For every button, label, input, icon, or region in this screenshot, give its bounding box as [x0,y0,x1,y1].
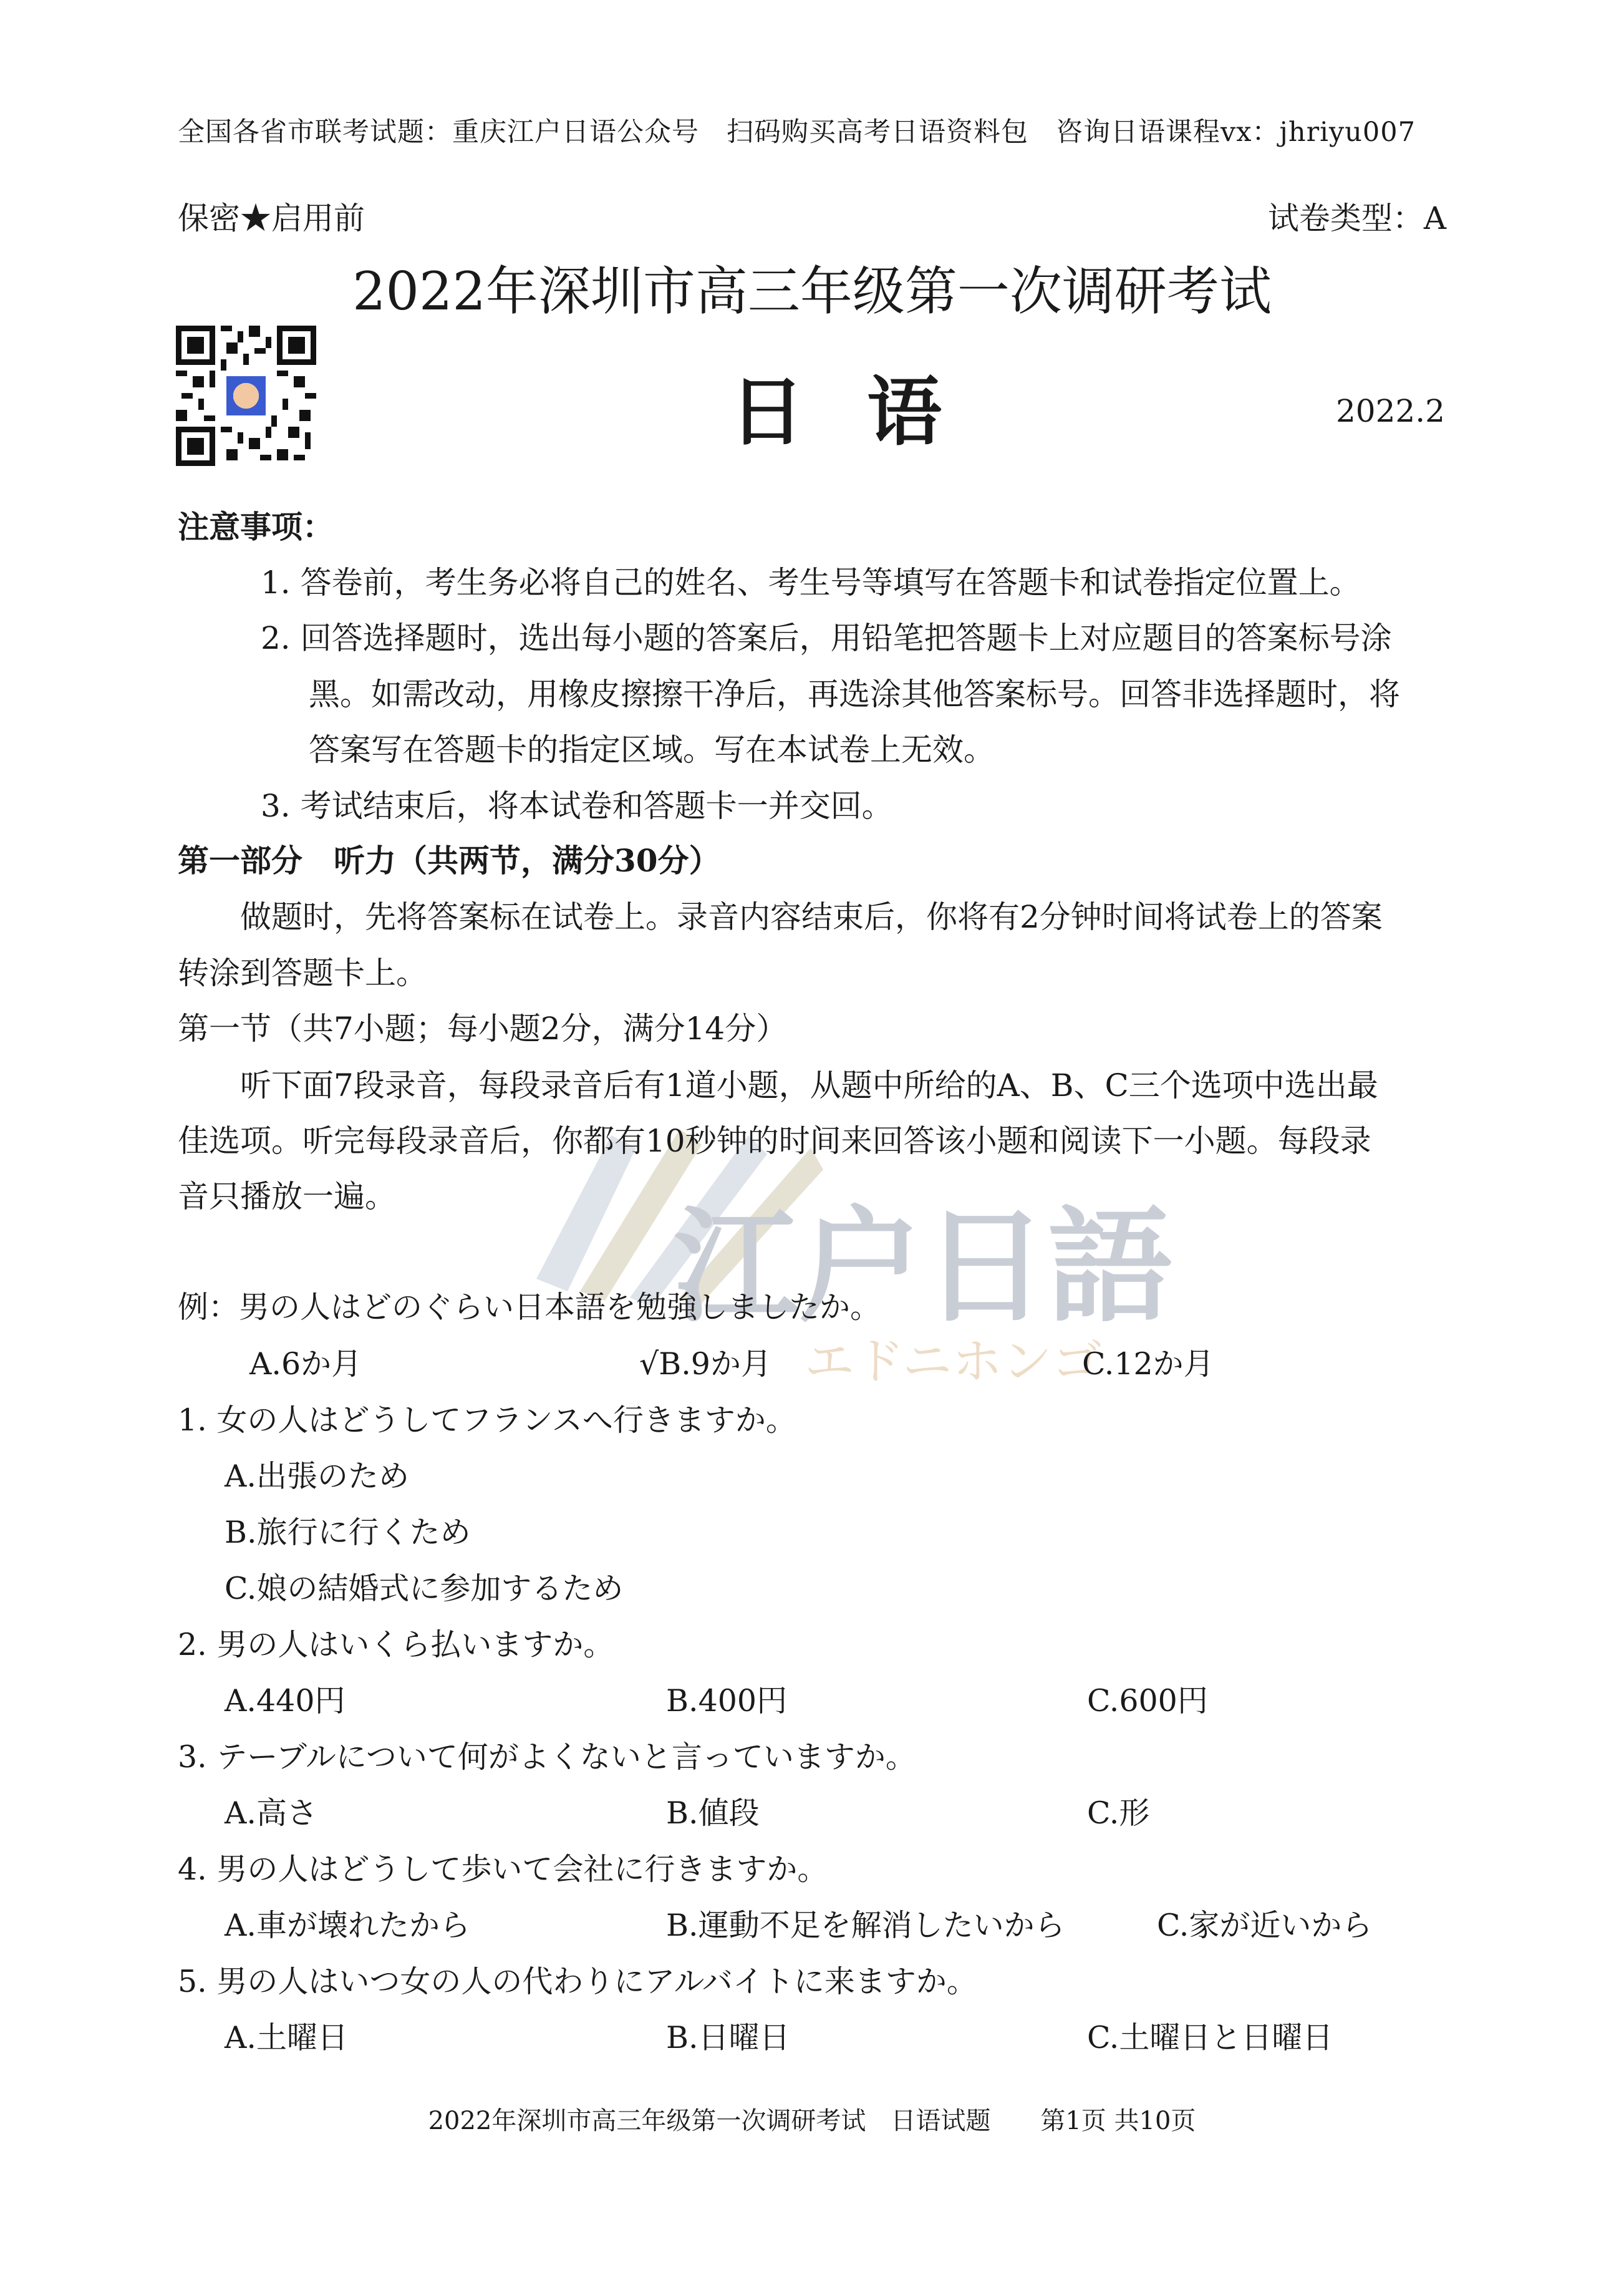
note-2: 2. 回答选择题时，选出每小题的答案后，用铅笔把答题卡上对应题目的答案标号涂 [261,620,1392,656]
exam-date: 2022.2 [1336,393,1445,429]
question-1: 1. 女の人はどうしてフランスへ行きますか。 [178,1402,796,1438]
top-notice: 全国各省市联考试题：重庆江户日语公众号 扫码购买高考日语资料包 咨询日语课程vx：jhriyu007 [178,117,1416,148]
part1-intro-2: 转涂到答题卡上。 [178,955,427,991]
question-2-option-c: C.600円 [1087,1683,1208,1719]
question-4-option-a: A.車が壊れたから [225,1908,470,1943]
watermark-kana-text: エドニホンゴ [805,1332,1102,1390]
example-question: 例：男の人はどのぐらい日本語を勉強しましたか。 [178,1289,881,1325]
note-2-cont-2: 答案写在答题卡的指定区域。写在本试卷上无效。 [309,732,995,768]
question-3-option-a: A.高さ [225,1795,317,1831]
part1-heading: 第一部分 听力（共两节，满分30分） [178,842,720,879]
section1-heading: 第一节（共7小题；每小题2分，满分14分） [178,1011,788,1047]
question-4: 4. 男の人はどうして歩いて会社に行きますか。 [178,1851,828,1887]
section1-intro-3: 音只播放一遍。 [178,1178,396,1215]
question-1-option-c: C.娘の結婚式に参加するため [225,1571,624,1606]
question-4-option-c: C.家が近いから [1157,1908,1373,1943]
page-footer: 2022年深圳市高三年级第一次调研考试 日语试题 第1页 共10页 [428,2107,1196,2135]
exam-title: 2022年深圳市高三年级第一次调研考试 [352,261,1272,322]
question-5-option-c: C.土曜日と日曜日 [1087,2020,1333,2055]
example-option-b: √B.9か月 [639,1346,771,1382]
part1-intro-1: 做题时，先将答案标在试卷上。录音内容结束后，你将有2分钟时间将试卷上的答案 [240,899,1383,935]
note-1: 1. 答卷前，考生务必将自己的姓名、考生号等填写在答题卡和试卷指定位置上。 [261,565,1361,601]
section1-intro-2: 佳选项。听完每段录音后，你都有10秒钟的时间来回答该小题和阅读下一小题。每段录 [178,1123,1371,1159]
subject-title: 日语 [730,369,1004,456]
question-2-option-b: B.400円 [666,1683,788,1719]
question-3-option-b: B.値段 [666,1795,760,1831]
question-3-option-c: C.形 [1087,1795,1150,1831]
confidential-mark: 保密★启用前 [178,200,365,236]
question-4-option-b: B.運動不足を解消したいから [666,1908,1065,1943]
question-5-option-b: B.日曜日 [666,2020,790,2055]
note-2-cont-1: 黑。如需改动，用橡皮擦擦干净后，再选涂其他答案标号。回答非选择题时，将 [309,676,1400,712]
question-1-option-b: B.旅行に行くため [225,1515,471,1550]
question-5: 5. 男の人はいつ女の人の代わりにアルバイトに来ますか。 [178,1964,977,1999]
watermark-main-text: 江户日語 [674,1195,1173,1340]
note-3: 3. 考试结束后，将本试卷和答题卡一并交回。 [261,788,893,824]
qr-code [176,326,316,466]
paper-type: 试卷类型：A [1267,200,1446,236]
question-5-option-a: A.土曜日 [225,2020,348,2055]
example-option-a: A.6か月 [249,1346,362,1382]
question-2: 2. 男の人はいくら払いますか。 [178,1627,614,1662]
question-3: 3. テーブルについて何がよくないと言っていますか。 [178,1739,916,1775]
question-1-option-a: A.出張のため [225,1458,409,1494]
section1-intro-1: 听下面7段录音，每段录音后有1道小题，从题中所给的A、B、C三个选项中选出最 [240,1067,1378,1104]
example-option-c: C.12か月 [1082,1346,1214,1382]
notes-heading: 注意事项： [178,508,334,545]
question-2-option-a: A.440円 [225,1683,346,1719]
